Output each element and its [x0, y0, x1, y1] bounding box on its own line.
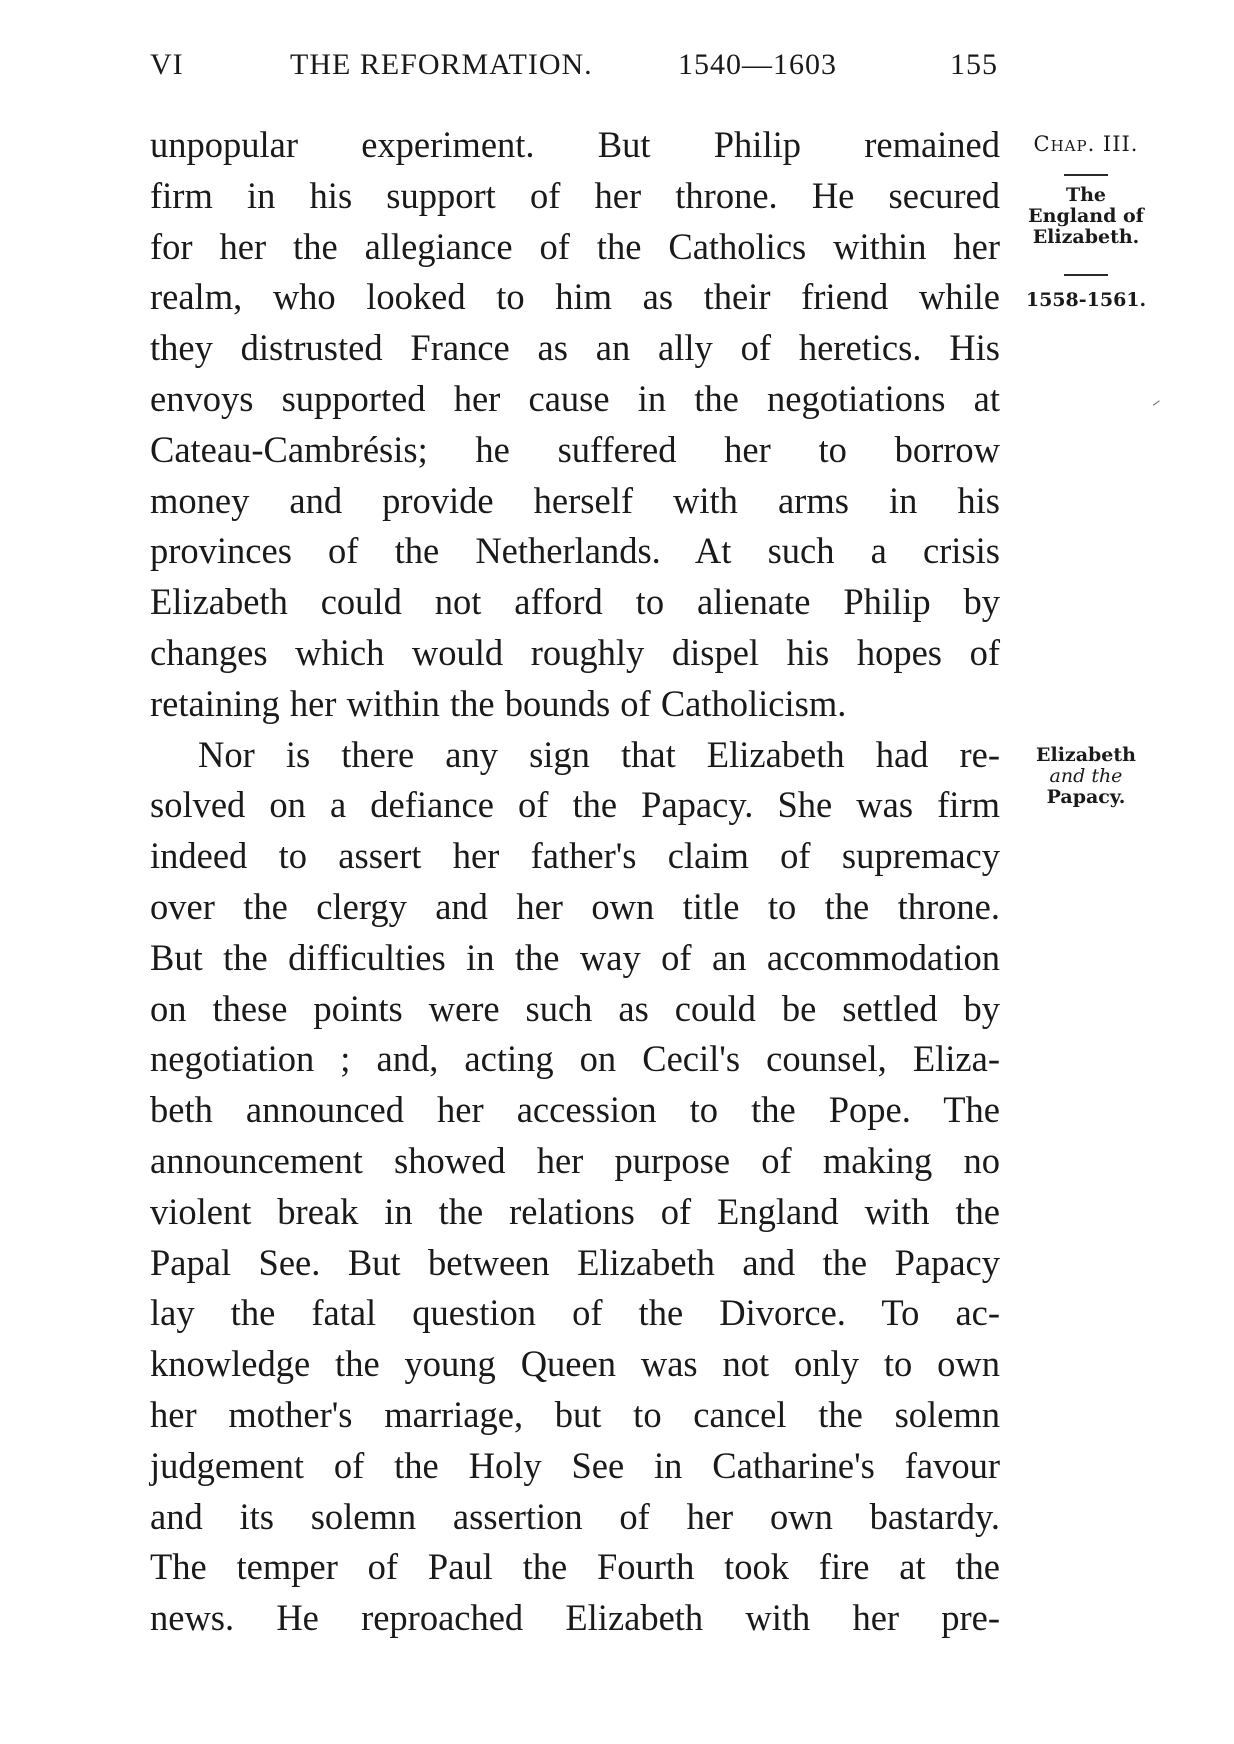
text-line: negotiation ; and, acting on Cecil's counsel, Eliza- — [150, 1038, 1000, 1080]
text-line: envoys supported her cause in the negotiations at — [150, 377, 1000, 419]
text-line: violent break in the relations of England with the — [150, 1190, 1000, 1232]
margin-divider — [1064, 274, 1108, 276]
paragraph-end-line: retaining her within the bounds of Catholicism. — [150, 682, 847, 724]
text-line: Elizabeth could not afford to alienate Philip by — [150, 581, 1000, 623]
text-line: and its solemn assertion of her own bastardy. — [150, 1495, 1000, 1537]
text-line: changes which would roughly dispel his hopes of — [150, 631, 1000, 673]
text-line: But the difficulties in the way of an accommodation — [150, 936, 1000, 978]
page-number: 155 — [950, 48, 998, 81]
text-line: provinces of the Netherlands. At such a crisis — [150, 530, 1000, 572]
text-line: beth announced her accession to the Pope. The — [150, 1089, 1000, 1131]
text-line: indeed to assert her father's claim of supremacy — [150, 835, 1000, 877]
running-title: THE REFORMATION. — [290, 48, 593, 81]
stray-ink-mark — [1153, 400, 1164, 410]
text-line: money and provide herself with arms in his — [150, 479, 1000, 521]
paragraph-start-line: Nor is there any sign that Elizabeth had re- — [198, 733, 1000, 775]
text-line: solved on a defiance of the Papacy. She was firm — [150, 784, 1000, 826]
text-line: firm in his support of her throne. He secured — [150, 174, 1000, 216]
sidenote-line: Papacy. — [1046, 786, 1126, 808]
chapter-number: VI — [150, 48, 184, 81]
date-range: 1540—1603 — [678, 48, 837, 81]
text-line: judgement of the Holy See in Catharine's favour — [150, 1444, 1000, 1486]
text-line: on these points were such as could be settled by — [150, 987, 1000, 1029]
sidenote-line: Elizabeth. — [1032, 226, 1140, 248]
text-line: her mother's marriage, but to cancel the solemn — [150, 1393, 1000, 1435]
text-line: The temper of Paul the Fourth took fire at the — [150, 1546, 1000, 1588]
text-line: lay the fatal question of the Divorce. To ac- — [150, 1292, 1000, 1334]
margin-divider — [1064, 174, 1108, 176]
chapter-label: Chap. III. — [1033, 132, 1139, 156]
text-line: knowledge the young Queen was not only to own — [150, 1343, 1000, 1385]
text-line: announcement showed her purpose of making no — [150, 1139, 1000, 1181]
text-line: news. He reproached Elizabeth with her pre- — [150, 1597, 1000, 1639]
text-line: realm, who looked to him as their friend while — [150, 276, 1000, 318]
body-text — [150, 120, 1000, 1644]
sidenote-line: and the — [1049, 765, 1123, 787]
text-line: unpopular experiment. But Philip remained — [150, 124, 1000, 165]
sidenote-line: Elizabeth — [1036, 744, 1136, 766]
text-line: Papal See. But between Elizabeth and the Papacy — [150, 1241, 1000, 1283]
sidenote-england-of-elizabeth — [1016, 185, 1156, 248]
text-line: Cateau-Cambrésis; he suffered her to borrow — [150, 428, 1000, 470]
text-line: over the clergy and her own title to the throne. — [150, 885, 1000, 927]
text-line: for her the allegiance of the Catholics within her — [150, 225, 1000, 267]
sidenote-elizabeth-and-papacy — [1016, 745, 1156, 808]
sidenote-line: England of — [1028, 205, 1144, 227]
sidenote-line: The — [1065, 184, 1107, 206]
running-header — [150, 48, 1000, 88]
text-line: they distrusted France as an ally of heretics. His — [150, 327, 1000, 369]
sidenote-dates: 1558-1561. — [1025, 289, 1147, 311]
